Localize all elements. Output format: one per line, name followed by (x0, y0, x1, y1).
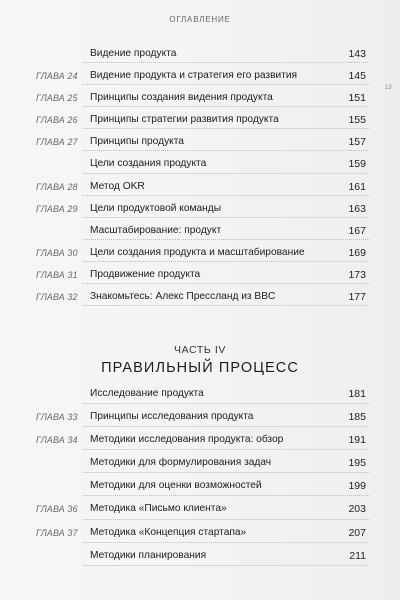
toc-title: Методики планирования (90, 549, 207, 561)
toc-page-number: 143 (348, 48, 366, 60)
toc-title: Видение продукта и стратегия его развития (90, 70, 298, 82)
toc-title: Методики исследования продукта: обзор (90, 434, 284, 446)
chapter-number: ГЛАВА 24 (36, 71, 78, 82)
toc-page-number: 145 (348, 70, 366, 83)
part-heading (0, 344, 400, 376)
chapter-number: ГЛАВА 31 (36, 269, 78, 280)
toc-page-number: 163 (348, 202, 366, 215)
toc-row (36, 67, 370, 89)
toc-title: Цели создания продукта (90, 158, 207, 170)
toc-page-number: 159 (348, 158, 366, 171)
part-label: ЧАСТЬ IV (174, 344, 226, 356)
margin-page-number: 13 (385, 85, 392, 91)
toc-row (36, 178, 370, 200)
toc-row (36, 111, 370, 133)
table-of-contents-top (36, 45, 370, 310)
toc-title: Исследование продукта (90, 388, 204, 399)
toc-row (36, 244, 370, 266)
toc-row (36, 547, 370, 570)
toc-title: Видение продукта (90, 48, 177, 59)
toc-row (36, 89, 370, 111)
chapter-number: ГЛАВА 37 (36, 527, 78, 538)
toc-page-number: 167 (348, 224, 366, 237)
toc-row (36, 385, 370, 408)
toc-row (36, 155, 370, 177)
toc-row (36, 477, 370, 500)
toc-title: Цели создания продукта и масштабирование (90, 246, 305, 258)
chapter-number: ГЛАВА 28 (36, 181, 78, 192)
toc-page-number: 177 (348, 291, 366, 304)
toc-row (36, 133, 370, 155)
chapter-number: ГЛАВА 34 (36, 435, 78, 446)
toc-row (36, 266, 370, 288)
chapter-number: ГЛАВА 32 (36, 292, 78, 303)
toc-title: Метод OKR (90, 180, 145, 192)
chapter-number: ГЛАВА 30 (36, 247, 78, 258)
toc-title: Знакомьтесь: Алекс Пресcланд из BBC (90, 291, 276, 303)
toc-page-number: 169 (348, 246, 366, 259)
part-title: ПРАВИЛЬНЫЙ ПРОЦЕСС (101, 360, 299, 376)
toc-page-number: 211 (349, 549, 366, 562)
toc-row (36, 454, 370, 477)
toc-row (36, 222, 370, 244)
chapter-number: ГЛАВА 26 (36, 115, 78, 126)
toc-row (36, 500, 370, 523)
chapter-number: ГЛАВА 36 (36, 504, 78, 515)
chapter-number: ГЛАВА 33 (36, 412, 78, 423)
toc-title: Методика «Концепция стартапа» (90, 526, 247, 538)
toc-row (36, 431, 370, 454)
toc-page-number: 181 (348, 388, 366, 400)
toc-page-number: 185 (348, 411, 366, 424)
toc-title: Методики для формулирования задач (90, 457, 272, 469)
page-header: ОГЛАВЛЕНИЕ (169, 15, 231, 24)
toc-row (36, 200, 370, 222)
toc-row (36, 524, 370, 547)
chapter-number: ГЛАВА 27 (36, 137, 78, 148)
chapter-number: ГЛАВА 25 (36, 93, 78, 104)
toc-page-number: 203 (348, 503, 366, 516)
toc-page-number: 191 (348, 434, 366, 447)
toc-title: Принципы создания видения продукта (90, 92, 273, 104)
toc-page-number: 195 (348, 457, 366, 470)
chapter-number: ГЛАВА 29 (36, 203, 78, 214)
toc-title: Методики для оценки возможностей (90, 480, 262, 492)
toc-title: Масштабирование: продукт (90, 224, 222, 236)
toc-page-number: 199 (348, 480, 366, 493)
toc-page-number: 161 (348, 180, 366, 193)
toc-row (36, 408, 370, 431)
toc-title: Принципы продукта (90, 136, 184, 148)
toc-page-number: 155 (348, 114, 366, 127)
toc-page-number: 151 (348, 92, 366, 105)
toc-title: Принципы стратегии развития продукта (90, 114, 279, 126)
toc-title: Цели продуктовой команды (90, 202, 222, 214)
toc-row (36, 45, 370, 67)
toc-title: Принципы исследования продукта (90, 411, 254, 423)
toc-page-number: 173 (348, 268, 366, 281)
toc-title: Продвижение продукта (90, 268, 201, 280)
table-of-contents-bottom (36, 385, 370, 570)
toc-page-number: 157 (348, 136, 366, 149)
toc-page-number: 207 (348, 526, 366, 539)
toc-title: Методика «Письмо клиента» (90, 503, 227, 515)
toc-row (36, 288, 370, 310)
